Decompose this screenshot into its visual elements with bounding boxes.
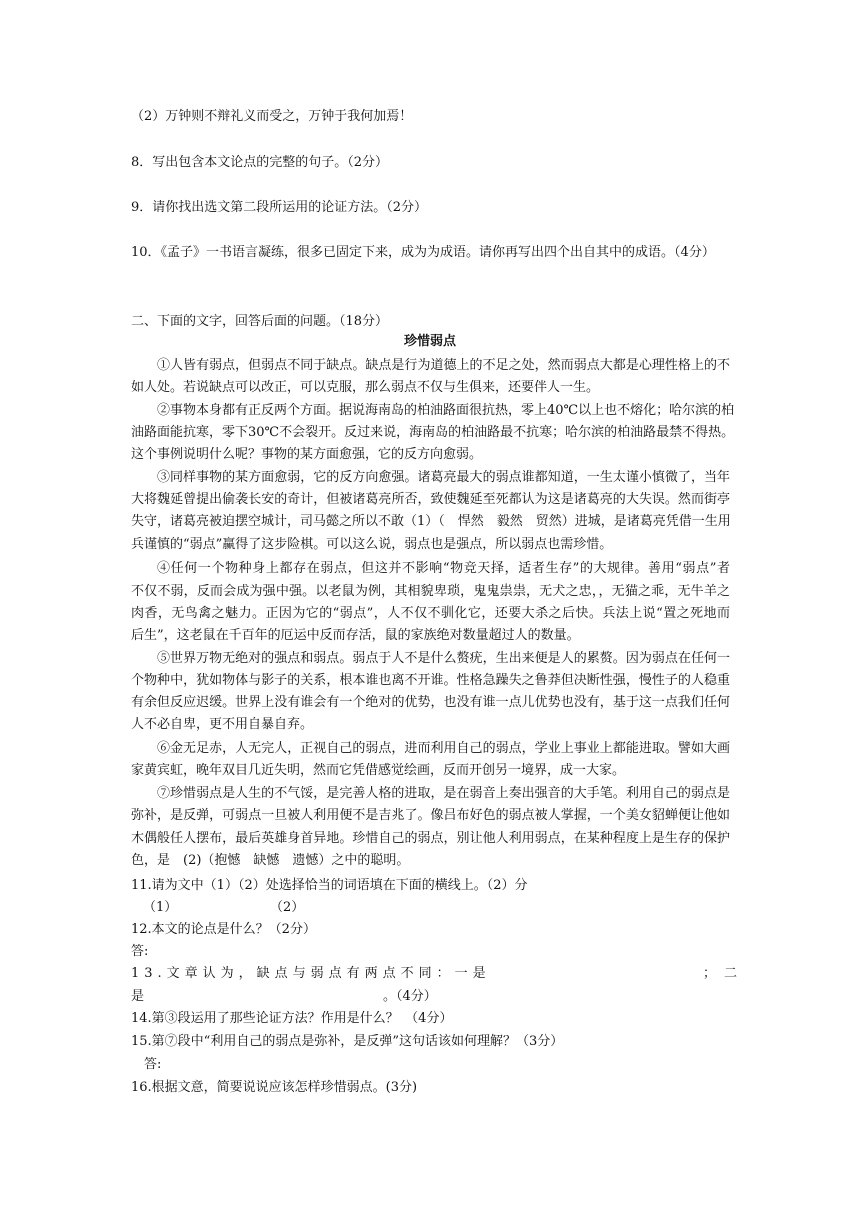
- article-line: ③同样事物的某方面愈弱，它的反方向愈强。诸葛亮最大的弱点谁都知道，一生太谨小慎微了，当年: [157, 470, 730, 485]
- question-16: 16.根据文意，简要说说应该怎样珍惜弱点。(3分): [131, 1080, 418, 1095]
- question-12-answer-label: 答:: [131, 944, 149, 959]
- article-line: 人不必自卑，更不用自暴自弃。: [131, 717, 314, 732]
- question-12: 12.本文的论点是什么？（2分）: [131, 922, 316, 937]
- question-11-blank-1-label: （1）: [143, 900, 178, 915]
- question-13-part-4: 。（4分）: [383, 989, 437, 1004]
- article-line: 木偶般任人摆布，最后英雄身首异地。珍惜自己的弱点，别让他人利用弱点，在某种程度上是生存的保护: [131, 831, 730, 846]
- article-line: 这个事例说明什么呢？事物的某方面愈强，它的反方向愈弱。: [131, 447, 483, 462]
- article-line: ⑤世界万物无绝对的强点和弱点。弱点于人不是什么赘疣，生出来便是人的累赘。因为弱点在任何一: [157, 651, 730, 666]
- question-13-part-3: 是: [131, 989, 145, 1004]
- question-9: 9．请你找出选文第二段所运用的论证方法。（2分）: [131, 200, 428, 215]
- question-13-part-1: 13.文章认为，缺点与弱点有两点不同：一是: [131, 966, 491, 981]
- article-line: ⑦珍惜弱点是人生的不气馁，是完善人格的进取，是在弱音上奏出强音的大手笔。利用自己的弱点是: [157, 786, 730, 801]
- article-line: ⑥金无足赤，人无完人，正视自己的弱点，进而利用自己的弱点，学业上事业上都能进取。譬如大画: [157, 741, 730, 756]
- article-line: 色，是 (2)（抱憾 缺憾 遗憾）之中的聪明。: [131, 853, 410, 868]
- question-14: 14.第③段运用了那些论证方法？作用是什么？ （4分）: [131, 1011, 453, 1026]
- article-line: 弥补，是反弹，可弱点一旦被人利用便不是吉兆了。像吕布好色的弱点被人掌握，一个美女貂蝉便让他如: [131, 808, 730, 823]
- article-line: 油路面能抗寒，零下30℃不会裂开。反过来说，海南岛的柏油路最不抗寒；哈尔滨的柏油路最禁不得热。: [131, 425, 735, 440]
- question-prev-item: （2）万钟则不辩礼义而受之，万钟于我何加焉！: [131, 109, 413, 124]
- article-line: 大将魏延曾提出偷袭长安的奇计，但被诸葛亮所否，致使魏延至死都认为这是诸葛亮的大失误。然而街亭: [131, 492, 730, 507]
- question-8: 8．写出包含本文论点的完整的句子。（2分）: [131, 155, 389, 170]
- article-line: 失守，诸葛亮被迫摆空城计，司马懿之所以不敢（1）（ 悍然 毅然 贸然）进城，是诸葛亮凭借一生用: [131, 514, 731, 529]
- question-11: 11.请为文中（1）（2）处选择恰当的词语填在下面的横线上。（2）分: [131, 878, 528, 893]
- section-heading: 二、下面的文字，回答后面的问题。（18分）: [131, 314, 389, 329]
- article-line: 不仅不弱，反而会成为强中强。以老鼠为例，其相貌卑琐，鬼鬼祟祟，无犬之忠，，无猫之乖，无牛羊之: [131, 584, 730, 599]
- article-line: 如人处。若说缺点可以改正，可以克服，那么弱点不仅与生俱来，还要伴人一生。: [131, 380, 600, 395]
- article-line: 肉香，无鸟禽之魅力。正因为它的“弱点”，人不仅不驯化它，还要大杀之后快。兵法上说“置之死地而: [131, 606, 730, 621]
- question-11-blank-2-label: （2）: [270, 900, 305, 915]
- article-line: ④任何一个物种身上都存在弱点，但这并不影响“物竞天择，适者生存”的大规律。善用“弱点”者: [157, 561, 730, 576]
- article-line: 个物种中，犹如物体与影子的关系，根本谁也离不开谁。性格急躁失之鲁莽但决断性强，慢性子的人稳重: [131, 673, 730, 688]
- article-line: 后生”，这老鼠在千百年的厄运中反而存活，鼠的家族绝对数量超过人的数量。: [131, 628, 580, 643]
- article-line: 有余但反应迟缓。世界上没有谁会有一个绝对的优势，也没有谁一点儿优势也没有，基于这一点我们任何: [131, 695, 730, 710]
- article-line: ②事物本身都有正反两个方面。据说海南岛的柏油路面很抗热，零上40℃以上也不熔化；哈尔滨的柏: [157, 403, 735, 418]
- article-line: 兵谨慎的“弱点”赢得了这步险棋。可以这么说，弱点也是强点，所以弱点也需珍惜。: [131, 537, 613, 552]
- article-title: 珍惜弱点: [403, 334, 456, 349]
- article-line: 家黄宾虹，晚年双目几近失明，然而它凭借感觉绘画，反而开创另一境界，成一大家。: [131, 763, 626, 778]
- question-15: 15.第⑦段中“利用自己的弱点是弥补，是反弹”这句话该如何理解？（3分）: [131, 1034, 564, 1049]
- question-13-part-2: ；二: [703, 966, 746, 981]
- question-10: 10．《孟子》一书语言凝练，很多已固定下来，成为为成语。请你再写出四个出自其中的成语。（4分）: [131, 245, 715, 260]
- article-line: ①人皆有弱点，但弱点不同于缺点。缺点是行为道德上的不足之处，然而弱点大都是心理性格上的不: [157, 358, 730, 373]
- question-15-answer-label: 答:: [144, 1057, 162, 1072]
